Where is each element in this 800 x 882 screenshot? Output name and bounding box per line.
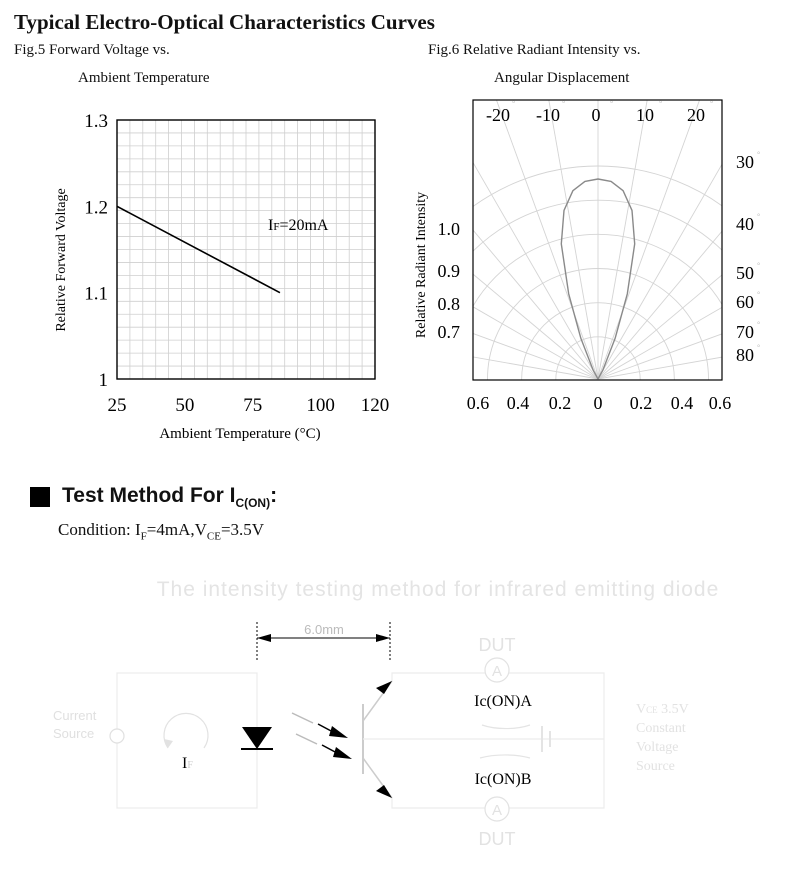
fig6-top-angle-tick-label: 10: [636, 105, 654, 125]
fig5-x-ticks: [108, 395, 390, 416]
fig6-polar-spoke: [598, 0, 702, 379]
fig5-caption-line1: Fig.5 Forward Voltage vs.: [14, 42, 170, 58]
fig6-radial-tick-label: 0.6: [708, 393, 732, 413]
degree-symbol: °: [562, 99, 566, 108]
distance-label: 6.0mm: [304, 622, 344, 637]
ic-b-label: Ic(ON)B: [474, 771, 532, 788]
fig6-intensity-tick-label: 0.7: [437, 322, 460, 342]
heading-text: Test Method For $I_{C(ON)}$:: [62, 484, 278, 511]
ic-a-label: Ic(ON)A: [474, 693, 532, 710]
fig5-chart: [0, 0, 400, 460]
dut-top-label: DUT: [478, 635, 516, 655]
fig6-chart: [400, 0, 800, 460]
degree-symbol: °: [512, 99, 516, 108]
ammeter-bottom-symbol: A: [491, 802, 503, 819]
current-source-label-line1: Current: [53, 708, 97, 723]
test-method-heading: [30, 484, 277, 510]
fig6-radial-tick-label: 0.6: [466, 393, 490, 413]
ic-b-arrow-icon: [480, 755, 530, 758]
fig6-top-angle-tick-label: -20: [486, 105, 510, 125]
degree-symbol: °: [757, 261, 761, 270]
dimension-arrow-right-icon: [376, 634, 390, 642]
fig6-radial-tick-label: 0.4: [506, 393, 530, 413]
dimension-arrow-left-icon: [257, 634, 271, 642]
fig5-gridlines: [117, 120, 375, 379]
fig5-annotation: IF=20mA: [268, 217, 329, 234]
vce-source-label: [636, 702, 689, 774]
degree-symbol: °: [757, 150, 761, 159]
current-source-label-line2: Source: [53, 726, 95, 741]
if-label: IF: [182, 755, 193, 772]
fig5-x-tick-label: 75: [243, 395, 263, 416]
fig6-top-angle-tick-label: -10: [536, 105, 560, 125]
fig6-radial-tick-label: 0.4: [670, 393, 694, 413]
ir-emission-rays-icon: [292, 713, 352, 759]
fig5-caption-line2: Ambient Temperature: [78, 70, 210, 86]
fig5-y-tick-label: 1.3: [84, 111, 108, 132]
degree-symbol: °: [757, 212, 761, 221]
led-diode-icon: [242, 727, 272, 749]
fig6-right-angle-tick-label: 50: [736, 263, 754, 283]
test-condition: Condition: $I_F=4mA,V_{CE}=3.5V$: [58, 520, 265, 543]
fig6-intensity-tick-label: 0.8: [437, 294, 460, 314]
heading-bullet-square: [30, 487, 50, 507]
svg-text:Voltage: Voltage: [636, 740, 679, 755]
fig5-y-ticks: [84, 111, 108, 391]
fig6-polar-spoke: [400, 174, 598, 379]
collector-arrow-icon: [376, 681, 392, 694]
degree-symbol: °: [659, 99, 663, 108]
fig6-top-angle-tick-label: 20: [687, 105, 705, 125]
fig5-y-tick-label: 1.2: [84, 197, 108, 219]
degree-symbol: °: [757, 343, 761, 352]
fig6-radial-tick-label: 0.2: [548, 393, 572, 413]
fig6-y-axis-label: Relative Radiant Intensity: [414, 191, 429, 339]
degree-symbol: °: [757, 320, 761, 329]
fig6-polar-spoke: [598, 0, 800, 379]
page-title: Typical Electro-Optical Characteristics Curves: [14, 10, 435, 34]
fig5-x-tick-label: 120: [360, 395, 390, 416]
fig6-polar-spoke: [494, 0, 598, 379]
fig6-right-angle-tick-label: 70: [736, 322, 754, 342]
fig5-y-tick-label: 1: [98, 370, 108, 391]
fig5-y-axis-label: Relative Forward Voltage: [54, 188, 69, 332]
fig6-polar-spoke: [598, 0, 800, 379]
fig6-right-angle-tick-label: 30: [736, 152, 754, 172]
fig5-x-tick-label: 100: [306, 395, 335, 416]
ammeter-top-symbol: A: [491, 663, 503, 680]
degree-symbol: °: [710, 99, 714, 108]
diagram-title: The intensity testing method for infrared emitting diode: [156, 578, 720, 601]
svg-text:Constant: Constant: [636, 721, 686, 736]
fig5-y-tick-label: 1.1: [84, 283, 108, 305]
fig6-polar-spoke: [598, 0, 800, 379]
fig5-x-tick-label: 25: [107, 395, 127, 416]
svg-text:Source: Source: [636, 759, 675, 774]
source-loop-wire: [117, 673, 257, 808]
degree-symbol: °: [610, 99, 614, 108]
current-source-icon: [110, 729, 124, 743]
fig6-radial-tick-label: 0.2: [629, 393, 653, 413]
dut-bottom-label: DUT: [478, 829, 516, 849]
degree-symbol: °: [757, 290, 761, 299]
fig6-caption-line2: Angular Displacement: [494, 70, 630, 86]
fig6-right-angle-tick-label: 60: [736, 292, 754, 312]
fig5-x-axis-label: Ambient Temperature (°C): [159, 426, 321, 442]
fig5-x-tick-label: 50: [175, 395, 195, 416]
fig6-right-angle-tick-label: 40: [736, 214, 754, 234]
fig6-intensity-tick-label: 1.0: [437, 219, 460, 239]
emitter-arrow-icon: [376, 785, 392, 798]
fig6-right-angle-tick-label: 80: [736, 345, 754, 365]
fig6-ticks: [438, 99, 761, 413]
fig6-polar-spoke: [598, 0, 800, 379]
fig6-radial-tick-label: 0: [593, 393, 603, 413]
fig6-intensity-tick-label: 0.9: [437, 261, 460, 281]
fig6-polar-ring: [400, 166, 800, 460]
fig6-caption-line1: Fig.6 Relative Radiant Intensity vs.: [428, 42, 641, 58]
fig6-top-angle-tick-label: 0: [591, 105, 601, 125]
ic-a-arrow-icon: [482, 725, 530, 729]
svg-text:VCE 3.5V: VCE 3.5V: [636, 702, 689, 717]
test-circuit-diagram: [0, 560, 800, 882]
